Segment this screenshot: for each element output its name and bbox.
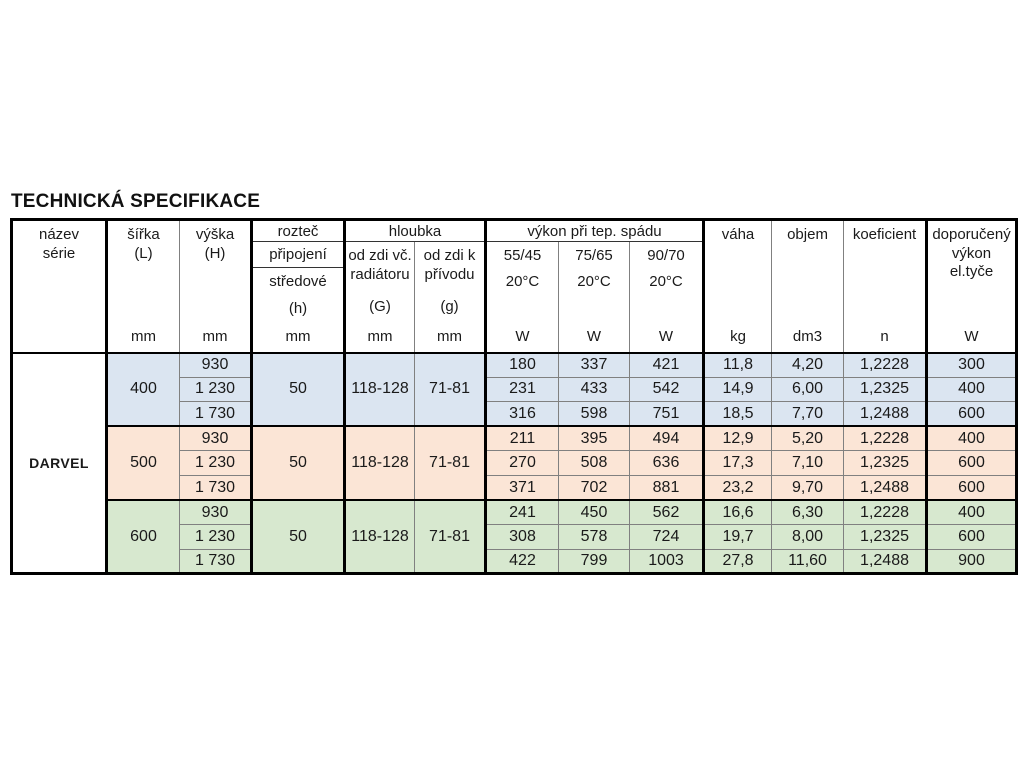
cell-sirka: 600 — [107, 500, 180, 574]
cell-w9070: 542 — [630, 377, 704, 402]
cell-w9070: 636 — [630, 451, 704, 476]
col-header-vyska — [180, 220, 252, 353]
t1-temp: 20°C — [505, 272, 540, 290]
col-header-objem — [772, 220, 844, 353]
cell-w7565: 395 — [559, 426, 630, 451]
cell-objem: 8,00 — [772, 525, 844, 550]
cell-doporuceny: 900 — [958, 552, 985, 570]
sirka-label: šířka — [127, 225, 160, 243]
hloubka-g2-unit: mm — [437, 327, 462, 345]
hloubka-g2-line1: od zdi k — [423, 246, 476, 264]
cell-doporuceny: 600 — [927, 402, 1017, 427]
cell-w5545: 308 — [486, 525, 559, 550]
sirka-unit: mm — [131, 327, 156, 345]
header-hloubka-g — [415, 242, 486, 353]
page-title: TECHNICKÁ SPECIFIKACE — [11, 191, 261, 212]
t1-gradient: 55/45 — [503, 246, 542, 264]
hloubka-g1-unit: mm — [367, 327, 393, 345]
cell-koeficient: 1,2228 — [844, 353, 927, 378]
nazev-line2: série — [42, 244, 76, 262]
cell-w5545: 422 — [486, 549, 559, 574]
cell-roztec: 50 — [252, 353, 345, 427]
cell-objem: 7,10 — [772, 451, 844, 476]
cell-roztec: 50 — [252, 426, 345, 500]
cell-hloubka-g: 71-81 — [415, 500, 486, 574]
roztec-h-sub: (h) — [288, 300, 308, 318]
cell-koeficient: 1,2228 — [844, 426, 927, 451]
cell-vaha: 11,8 — [704, 353, 772, 378]
cell-vaha: 27,8 — [704, 549, 772, 574]
cell-vyska: 1 730 — [180, 475, 252, 500]
cell-vaha: 14,9 — [704, 377, 772, 402]
cell-vyska: 930 — [180, 353, 252, 378]
t3-unit: W — [658, 327, 674, 345]
cell-objem: 4,20 — [772, 353, 844, 378]
cell-w9070: 421 — [630, 353, 704, 378]
t2-gradient: 75/65 — [575, 246, 613, 264]
cell-koeficient: 1,2325 — [844, 377, 927, 402]
hloubka-g1-line1: od zdi vč. — [348, 246, 412, 264]
table-row — [12, 426, 1017, 451]
cell-doporuceny: 400 — [927, 500, 1017, 525]
objem-unit: dm3 — [792, 327, 823, 345]
dop-line2: výkon — [951, 244, 992, 262]
t3-gradient: 90/70 — [647, 246, 685, 264]
cell-objem: 7,70 — [772, 402, 844, 427]
cell-vaha: 19,7 — [704, 525, 772, 550]
cell-objem: 9,70 — [772, 475, 844, 500]
hloubka-g2-line2: přívodu — [424, 265, 475, 283]
cell-w5545: 371 — [486, 475, 559, 500]
cell-hloubka-G: 118-128 — [345, 500, 415, 574]
cell-w7565: 578 — [559, 525, 630, 550]
cell-w7565: 337 — [559, 353, 630, 378]
cell-koeficient: 1,2488 — [844, 475, 927, 500]
header-hloubka-G — [345, 242, 415, 353]
cell-w9070: 751 — [630, 402, 704, 427]
cell-doporuceny: 400 — [927, 377, 1017, 402]
cell-vaha: 23,2 — [704, 475, 772, 500]
vyska-sub: (H) — [204, 244, 226, 262]
table-row — [12, 353, 1017, 378]
vyska-label: výška — [195, 225, 235, 243]
cell-doporuceny: 300 — [927, 353, 1017, 378]
cell-hloubka-g: 71-81 — [415, 426, 486, 500]
vaha-label: váha — [721, 225, 755, 243]
dop-unit: W — [964, 327, 979, 345]
cell-vaha: 12,9 — [704, 426, 772, 451]
vaha-unit: kg — [730, 327, 746, 345]
cell-koeficient: 1,2488 — [844, 549, 927, 574]
col-header-doporuceny — [927, 220, 1017, 353]
cell-w9070: 1003 — [630, 549, 704, 574]
header-vykon-9070 — [630, 242, 704, 353]
roztec-unit: mm — [285, 327, 311, 345]
cell-w7565: 508 — [559, 451, 630, 476]
cell-w5545: 231 — [486, 377, 559, 402]
t2-unit: W — [586, 327, 602, 345]
cell-roztec: 50 — [252, 500, 345, 574]
koeficient-label: koeficient — [852, 225, 917, 243]
col-header-vaha — [704, 220, 772, 353]
cell-w7565: 702 — [559, 475, 630, 500]
cell-hloubka-G: 118-128 — [345, 426, 415, 500]
nazev-line1: název — [38, 225, 80, 243]
cell-doporuceny: 600 — [927, 451, 1017, 476]
cell-objem: 11,60 — [772, 549, 844, 574]
dop-line3: el.tyče — [949, 263, 994, 281]
header-vykon-7565 — [559, 242, 630, 353]
table-row — [12, 500, 1017, 525]
col-header-sirka — [107, 220, 180, 353]
cell-vyska: 1 230 — [180, 377, 252, 402]
cell-vaha: 17,3 — [704, 451, 772, 476]
t1-unit: W — [515, 327, 530, 345]
cell-vyska: 1 730 — [180, 549, 252, 574]
cell-koeficient: 1,2488 — [844, 402, 927, 427]
cell-vyska: 1 730 — [180, 402, 252, 427]
col-header-hloubka: hloubka — [345, 220, 486, 242]
roztec-stredove: středové — [269, 272, 327, 290]
vyska-unit: mm — [202, 327, 228, 345]
header-roztec-pripojeni: připojení — [252, 242, 345, 268]
spec-table — [10, 218, 1018, 575]
hloubka-g1-line2: radiátoru — [350, 265, 410, 283]
cell-koeficient: 1,2228 — [844, 500, 927, 525]
cell-vyska: 1 230 — [180, 451, 252, 476]
cell-vyska: 1 230 — [180, 525, 252, 550]
hloubka-g2-sub: (g) — [440, 297, 459, 315]
cell-hloubka-g: 71-81 — [415, 353, 486, 427]
col-header-roztec: rozteč — [252, 220, 345, 242]
cell-w5545: 270 — [486, 451, 559, 476]
sirka-sub: (L) — [134, 244, 153, 262]
col-header-koeficient — [844, 220, 927, 353]
cell-vaha: 16,6 — [704, 500, 772, 525]
cell-doporuceny: 600 — [927, 475, 1017, 500]
koeficient-unit: n — [880, 327, 889, 345]
header-roztec-stredove — [252, 268, 345, 353]
cell-w7565: 433 — [559, 377, 630, 402]
hloubka-g1-sub: (G) — [369, 297, 391, 315]
cell-hloubka-G: 118-128 — [345, 353, 415, 427]
col-header-vykon: výkon při tep. spádu — [486, 220, 704, 242]
header-vykon-5545 — [486, 242, 559, 353]
t3-temp: 20°C — [649, 272, 683, 290]
cell-w5545: 180 — [486, 353, 559, 378]
cell-w5545: 241 — [486, 500, 559, 525]
cell-sirka: 400 — [107, 353, 180, 427]
cell-objem: 6,00 — [772, 377, 844, 402]
cell-w7565: 450 — [559, 500, 630, 525]
cell-vaha: 18,5 — [704, 402, 772, 427]
col-header-nazev-serie — [12, 220, 107, 353]
cell-koeficient: 1,2325 — [844, 451, 927, 476]
cell-doporuceny: 400 — [927, 426, 1017, 451]
cell-sirka: 500 — [107, 426, 180, 500]
cell-w9070: 724 — [630, 525, 704, 550]
cell-objem: 5,20 — [772, 426, 844, 451]
cell-w7565: 598 — [559, 402, 630, 427]
cell-series-name: DARVEL — [12, 353, 107, 574]
cell-w5545: 316 — [486, 402, 559, 427]
cell-objem: 6,30 — [772, 500, 844, 525]
objem-label: objem — [787, 225, 828, 243]
cell-w9070: 562 — [630, 500, 704, 525]
cell-vyska: 930 — [180, 426, 252, 451]
cell-vyska: 930 — [180, 500, 252, 525]
cell-w9070: 881 — [630, 475, 704, 500]
t2-temp: 20°C — [577, 272, 611, 290]
cell-w9070: 494 — [630, 426, 704, 451]
cell-koeficient: 1,2325 — [844, 525, 927, 550]
cell-w5545: 211 — [486, 426, 559, 451]
cell-w7565: 799 — [559, 549, 630, 574]
dop-line1: doporučený — [932, 225, 1011, 243]
cell-doporuceny: 600 — [927, 525, 1017, 550]
